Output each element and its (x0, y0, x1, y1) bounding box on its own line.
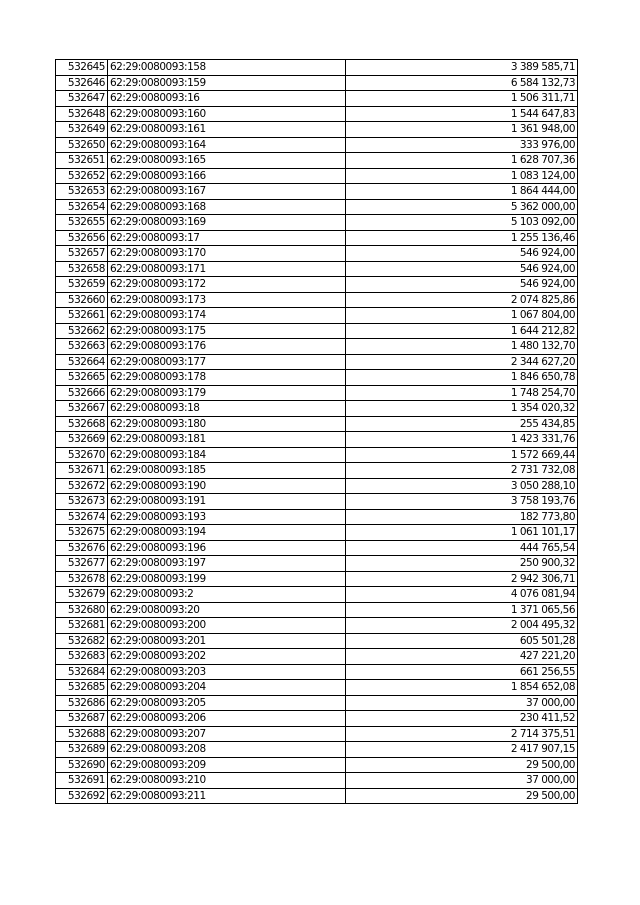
cadastral-number-cell: 62:29:0080093:208 (108, 742, 346, 758)
cadastral-value-cell: 546 924,00 (346, 246, 578, 262)
cadastral-value-cell: 1 644 212,82 (346, 323, 578, 339)
row-id-cell: 532691 (56, 773, 108, 789)
table-row (56, 478, 578, 494)
table-row (56, 695, 578, 711)
cadastral-number-cell: 62:29:0080093:169 (108, 215, 346, 231)
cadastral-value-cell: 1 361 948,00 (346, 122, 578, 138)
row-id-cell: 532687 (56, 711, 108, 727)
row-id-cell: 532659 (56, 277, 108, 293)
cadastral-number-cell: 62:29:0080093:165 (108, 153, 346, 169)
row-id-cell: 532676 (56, 540, 108, 556)
row-id-cell: 532671 (56, 463, 108, 479)
row-id-cell: 532670 (56, 447, 108, 463)
cadastral-value-cell: 1 628 707,36 (346, 153, 578, 169)
table-row (56, 432, 578, 448)
cadastral-value-cell: 605 501,28 (346, 633, 578, 649)
cadastral-number-cell: 62:29:0080093:178 (108, 370, 346, 386)
cadastral-number-cell: 62:29:0080093:158 (108, 60, 346, 76)
cadastral-number-cell: 62:29:0080093:161 (108, 122, 346, 138)
row-id-cell: 532672 (56, 478, 108, 494)
row-id-cell: 532658 (56, 261, 108, 277)
row-id-cell: 532674 (56, 509, 108, 525)
cadastral-number-cell: 62:29:0080093:194 (108, 525, 346, 541)
cadastral-value-cell: 546 924,00 (346, 261, 578, 277)
table-row (56, 618, 578, 634)
cadastral-value-cell: 255 434,85 (346, 416, 578, 432)
table-row (56, 137, 578, 153)
table-row (56, 463, 578, 479)
cadastral-number-cell: 62:29:0080093:2 (108, 587, 346, 603)
row-id-cell: 532647 (56, 91, 108, 107)
cadastral-number-cell: 62:29:0080093:167 (108, 184, 346, 200)
table-row (56, 664, 578, 680)
cadastral-value-cell: 1 354 020,32 (346, 401, 578, 417)
row-id-cell: 532679 (56, 587, 108, 603)
cadastral-value-cell: 1 480 132,70 (346, 339, 578, 355)
row-id-cell: 532654 (56, 199, 108, 215)
cadastral-number-cell: 62:29:0080093:171 (108, 261, 346, 277)
row-id-cell: 532653 (56, 184, 108, 200)
row-id-cell: 532663 (56, 339, 108, 355)
table-row (56, 416, 578, 432)
table-row (56, 633, 578, 649)
cadastral-value-cell: 3 389 585,71 (346, 60, 578, 76)
table-row (56, 726, 578, 742)
table-row (56, 292, 578, 308)
table-row (56, 788, 578, 804)
table-row (56, 447, 578, 463)
table-row (56, 587, 578, 603)
cadastral-value-cell: 5 362 000,00 (346, 199, 578, 215)
cadastral-number-cell: 62:29:0080093:202 (108, 649, 346, 665)
cadastral-value-cell: 2 417 907,15 (346, 742, 578, 758)
cadastral-number-cell: 62:29:0080093:20 (108, 602, 346, 618)
row-id-cell: 532656 (56, 230, 108, 246)
cadastral-number-cell: 62:29:0080093:180 (108, 416, 346, 432)
table-row (56, 525, 578, 541)
cadastral-value-cell: 546 924,00 (346, 277, 578, 293)
cadastral-number-cell: 62:29:0080093:196 (108, 540, 346, 556)
cadastral-number-cell: 62:29:0080093:206 (108, 711, 346, 727)
cadastral-value-cell: 1 854 652,08 (346, 680, 578, 696)
row-id-cell: 532646 (56, 75, 108, 91)
table-row (56, 680, 578, 696)
cadastral-value-cell: 1 572 669,44 (346, 447, 578, 463)
row-id-cell: 532660 (56, 292, 108, 308)
cadastral-number-cell: 62:29:0080093:17 (108, 230, 346, 246)
table-row (56, 556, 578, 572)
cadastral-number-cell: 62:29:0080093:16 (108, 91, 346, 107)
row-id-cell: 532651 (56, 153, 108, 169)
cadastral-value-cell: 1 846 650,78 (346, 370, 578, 386)
row-id-cell: 532681 (56, 618, 108, 634)
table-row (56, 199, 578, 215)
table-row (56, 742, 578, 758)
cadastral-number-cell: 62:29:0080093:209 (108, 757, 346, 773)
cadastral-value-cell: 1 423 331,76 (346, 432, 578, 448)
cadastral-value-cell: 1 067 804,00 (346, 308, 578, 324)
row-id-cell: 532650 (56, 137, 108, 153)
cadastral-value-cell: 1 083 124,00 (346, 168, 578, 184)
row-id-cell: 532683 (56, 649, 108, 665)
cadastral-number-cell: 62:29:0080093:166 (108, 168, 346, 184)
cadastral-number-cell: 62:29:0080093:159 (108, 75, 346, 91)
row-id-cell: 532661 (56, 308, 108, 324)
cadastral-number-cell: 62:29:0080093:197 (108, 556, 346, 572)
table-row (56, 602, 578, 618)
table-row (56, 60, 578, 76)
cadastral-number-cell: 62:29:0080093:173 (108, 292, 346, 308)
table-row (56, 184, 578, 200)
cadastral-number-cell: 62:29:0080093:203 (108, 664, 346, 680)
row-id-cell: 532655 (56, 215, 108, 231)
row-id-cell: 532662 (56, 323, 108, 339)
row-id-cell: 532657 (56, 246, 108, 262)
table-row (56, 401, 578, 417)
row-id-cell: 532669 (56, 432, 108, 448)
cadastral-value-cell: 37 000,00 (346, 695, 578, 711)
cadastral-value-cell: 1 864 444,00 (346, 184, 578, 200)
cadastral-value-table (55, 59, 578, 804)
cadastral-value-cell: 1 506 311,71 (346, 91, 578, 107)
cadastral-number-cell: 62:29:0080093:170 (108, 246, 346, 262)
table-row (56, 261, 578, 277)
row-id-cell: 532689 (56, 742, 108, 758)
cadastral-value-cell: 6 584 132,73 (346, 75, 578, 91)
row-id-cell: 532664 (56, 354, 108, 370)
row-id-cell: 532673 (56, 494, 108, 510)
cadastral-value-cell: 29 500,00 (346, 757, 578, 773)
table-row (56, 339, 578, 355)
cadastral-number-cell: 62:29:0080093:177 (108, 354, 346, 370)
row-id-cell: 532667 (56, 401, 108, 417)
cadastral-value-cell: 661 256,55 (346, 664, 578, 680)
cadastral-number-cell: 62:29:0080093:18 (108, 401, 346, 417)
table-row (56, 308, 578, 324)
cadastral-number-cell: 62:29:0080093:160 (108, 106, 346, 122)
row-id-cell: 532686 (56, 695, 108, 711)
row-id-cell: 532680 (56, 602, 108, 618)
table-row (56, 711, 578, 727)
cadastral-number-cell: 62:29:0080093:204 (108, 680, 346, 696)
cadastral-value-cell: 1 748 254,70 (346, 385, 578, 401)
cadastral-number-cell: 62:29:0080093:210 (108, 773, 346, 789)
cadastral-value-cell: 1 544 647,83 (346, 106, 578, 122)
table-row (56, 246, 578, 262)
cadastral-number-cell: 62:29:0080093:199 (108, 571, 346, 587)
cadastral-value-cell: 37 000,00 (346, 773, 578, 789)
table-row (56, 649, 578, 665)
cadastral-number-cell: 62:29:0080093:164 (108, 137, 346, 153)
table-row (56, 757, 578, 773)
cadastral-value-cell: 1 061 101,17 (346, 525, 578, 541)
row-id-cell: 532682 (56, 633, 108, 649)
cadastral-number-cell: 62:29:0080093:175 (108, 323, 346, 339)
table-row (56, 571, 578, 587)
cadastral-value-cell: 230 411,52 (346, 711, 578, 727)
table-row (56, 277, 578, 293)
table-row (56, 91, 578, 107)
cadastral-value-cell: 444 765,54 (346, 540, 578, 556)
table-row (56, 323, 578, 339)
table-row (56, 168, 578, 184)
cadastral-value-cell: 333 976,00 (346, 137, 578, 153)
row-id-cell: 532690 (56, 757, 108, 773)
table-row (56, 106, 578, 122)
table-row (56, 509, 578, 525)
table-row (56, 370, 578, 386)
cadastral-number-cell: 62:29:0080093:193 (108, 509, 346, 525)
cadastral-value-cell: 3 050 288,10 (346, 478, 578, 494)
cadastral-value-cell: 2 714 375,51 (346, 726, 578, 742)
row-id-cell: 532692 (56, 788, 108, 804)
cadastral-number-cell: 62:29:0080093:179 (108, 385, 346, 401)
cadastral-number-cell: 62:29:0080093:168 (108, 199, 346, 215)
row-id-cell: 532675 (56, 525, 108, 541)
cadastral-value-cell: 2 074 825,86 (346, 292, 578, 308)
row-id-cell: 532665 (56, 370, 108, 386)
cadastral-number-cell: 62:29:0080093:207 (108, 726, 346, 742)
cadastral-number-cell: 62:29:0080093:176 (108, 339, 346, 355)
table-row (56, 230, 578, 246)
cadastral-number-cell: 62:29:0080093:181 (108, 432, 346, 448)
row-id-cell: 532668 (56, 416, 108, 432)
row-id-cell: 532688 (56, 726, 108, 742)
row-id-cell: 532648 (56, 106, 108, 122)
table-row (56, 215, 578, 231)
table-row (56, 122, 578, 138)
cadastral-number-cell: 62:29:0080093:201 (108, 633, 346, 649)
cadastral-number-cell: 62:29:0080093:174 (108, 308, 346, 324)
cadastral-value-cell: 29 500,00 (346, 788, 578, 804)
table-row (56, 773, 578, 789)
cadastral-value-cell: 2 942 306,71 (346, 571, 578, 587)
cadastral-number-cell: 62:29:0080093:172 (108, 277, 346, 293)
table-row (56, 385, 578, 401)
table-row (56, 153, 578, 169)
cadastral-value-cell: 1 371 065,56 (346, 602, 578, 618)
row-id-cell: 532652 (56, 168, 108, 184)
cadastral-value-cell: 2 344 627,20 (346, 354, 578, 370)
row-id-cell: 532678 (56, 571, 108, 587)
cadastral-value-cell: 4 076 081,94 (346, 587, 578, 603)
cadastral-value-cell: 182 773,80 (346, 509, 578, 525)
row-id-cell: 532645 (56, 60, 108, 76)
cadastral-number-cell: 62:29:0080093:191 (108, 494, 346, 510)
row-id-cell: 532649 (56, 122, 108, 138)
cadastral-value-cell: 2 731 732,08 (346, 463, 578, 479)
cadastral-number-cell: 62:29:0080093:211 (108, 788, 346, 804)
row-id-cell: 532684 (56, 664, 108, 680)
cadastral-number-cell: 62:29:0080093:200 (108, 618, 346, 634)
cadastral-value-cell: 3 758 193,76 (346, 494, 578, 510)
row-id-cell: 532685 (56, 680, 108, 696)
cadastral-number-cell: 62:29:0080093:185 (108, 463, 346, 479)
row-id-cell: 532677 (56, 556, 108, 572)
cadastral-value-cell: 427 221,20 (346, 649, 578, 665)
row-id-cell: 532666 (56, 385, 108, 401)
cadastral-value-cell: 250 900,32 (346, 556, 578, 572)
cadastral-value-cell: 1 255 136,46 (346, 230, 578, 246)
table-row (56, 540, 578, 556)
table-row (56, 494, 578, 510)
cadastral-value-cell: 5 103 092,00 (346, 215, 578, 231)
table-row (56, 75, 578, 91)
table-row (56, 354, 578, 370)
table-body (56, 60, 578, 804)
cadastral-number-cell: 62:29:0080093:205 (108, 695, 346, 711)
cadastral-value-cell: 2 004 495,32 (346, 618, 578, 634)
cadastral-number-cell: 62:29:0080093:184 (108, 447, 346, 463)
cadastral-number-cell: 62:29:0080093:190 (108, 478, 346, 494)
